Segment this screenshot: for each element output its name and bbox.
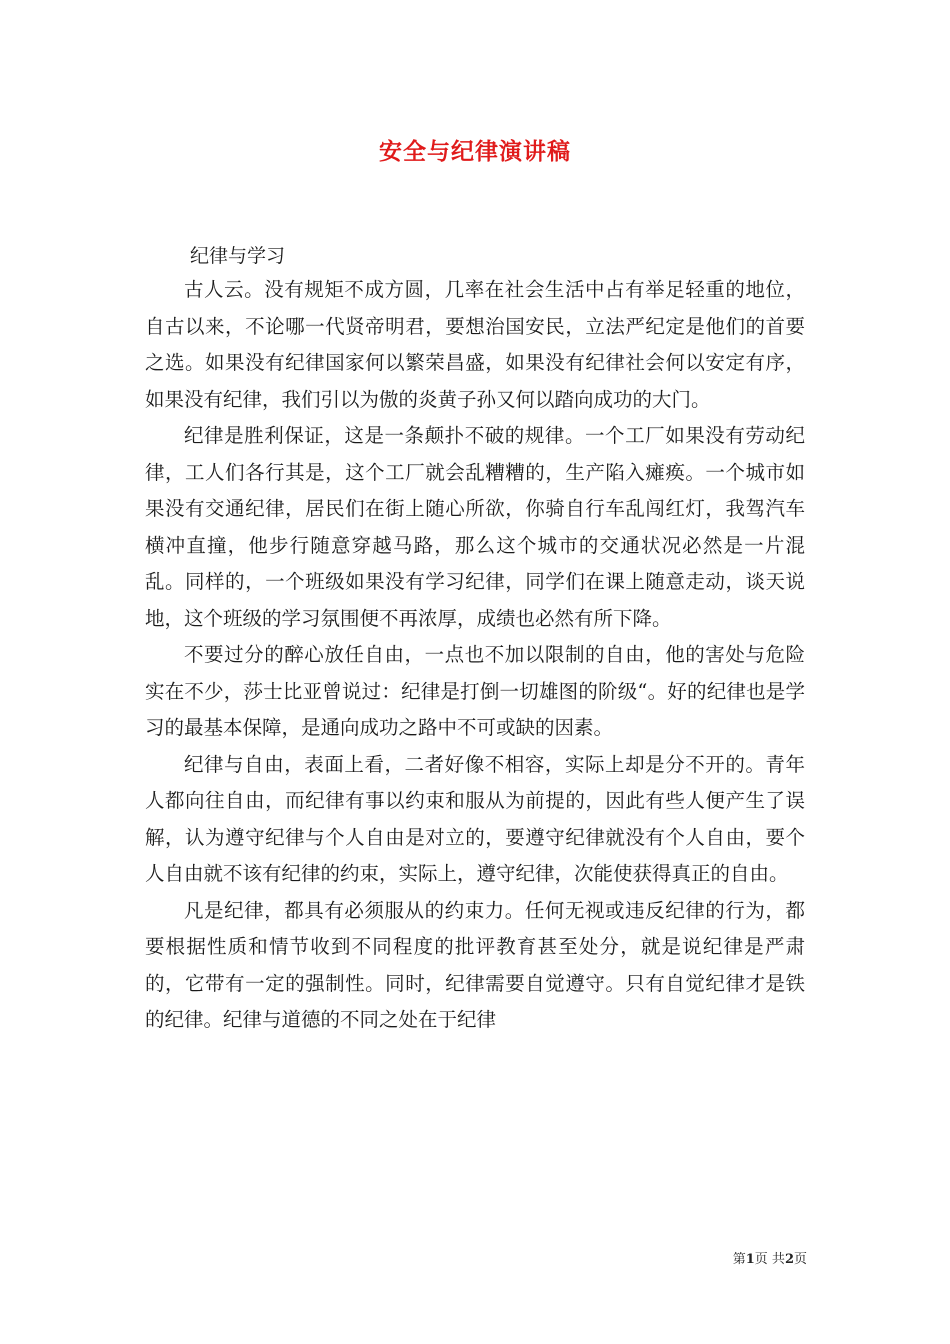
paragraph-1: 古人云。没有规矩不成方圆，几率在社会生活中占有举足轻重的地位，自古以来，不论哪一代贤帝明君，要想治国安民，立法严纪定是他们的首要之选。如果没有纪律国家何以繁荣昌盛，如果没有纪律社会何以安定有序，如果没有纪律，我们引以为傲的炎黄子孙又何以踏向成功的大门。 xyxy=(145,278,805,411)
page-number-footer xyxy=(733,1248,807,1267)
current-page-number: 1 xyxy=(745,1252,755,1267)
section-subtitle: 纪律与学习 xyxy=(190,245,286,267)
footer-middle: 页 共 xyxy=(754,1252,785,1267)
paragraph-3: 不要过分的醉心放任自由，一点也不加以限制的自由，他的害处与危险实在不少，莎士比亚曾说过：纪律是打倒一切雄图的阶级“。好的纪律也是学习的最基本保障，是通向成功之路中不可或缺的因素。 xyxy=(145,643,805,739)
paragraph-5: 凡是纪律，都具有必须服从的约束力。任何无视或违反纪律的行为，都要根据性质和情节收到不同程度的批评教育甚至处分，就是说纪律是严肃的，它带有一定的强制性。同时，纪律需要自觉遵守。只有自觉纪律才是铁的纪律。纪律与道德的不同之处在于纪律 xyxy=(145,898,805,1031)
document-title: 安全与纪律演讲稿 xyxy=(379,138,571,165)
paragraph-2: 纪律是胜利保证，这是一条颠扑不破的规律。一个工厂如果没有劳动纪律，工人们各行其是，这个工厂就会乱糟糟的，生产陷入瘫痪。一个城市如果没有交通纪律，居民们在街上随心所欲，你骑自行车乱闯红灯，我驾汽车横冲直撞，他步行随意穿越马路，那么这个城市的交通状况必然是一片混乱。同样的，一个班级如果没有学习纪律，同学们在课上随意走动，谈天说地，这个班级的学习氛围便不再浓厚，成绩也必然有所下降。 xyxy=(145,424,805,630)
paragraph-4: 纪律与自由，表面上看，二者好像不相容，实际上却是分不开的。青年人都向往自由，而纪律有事以约束和服从为前提的，因此有些人便产生了误解，认为遵守纪律与个人自由是对立的，要遵守纪律就没有个人自由，要个人自由就不该有纪律的约束，实际上，遵守纪律，次能使获得真正的自由。 xyxy=(145,752,805,885)
footer-suffix: 页 xyxy=(793,1252,807,1267)
footer-prefix: 第 xyxy=(732,1252,746,1267)
total-page-number: 2 xyxy=(784,1252,794,1267)
document-body xyxy=(145,240,805,1039)
